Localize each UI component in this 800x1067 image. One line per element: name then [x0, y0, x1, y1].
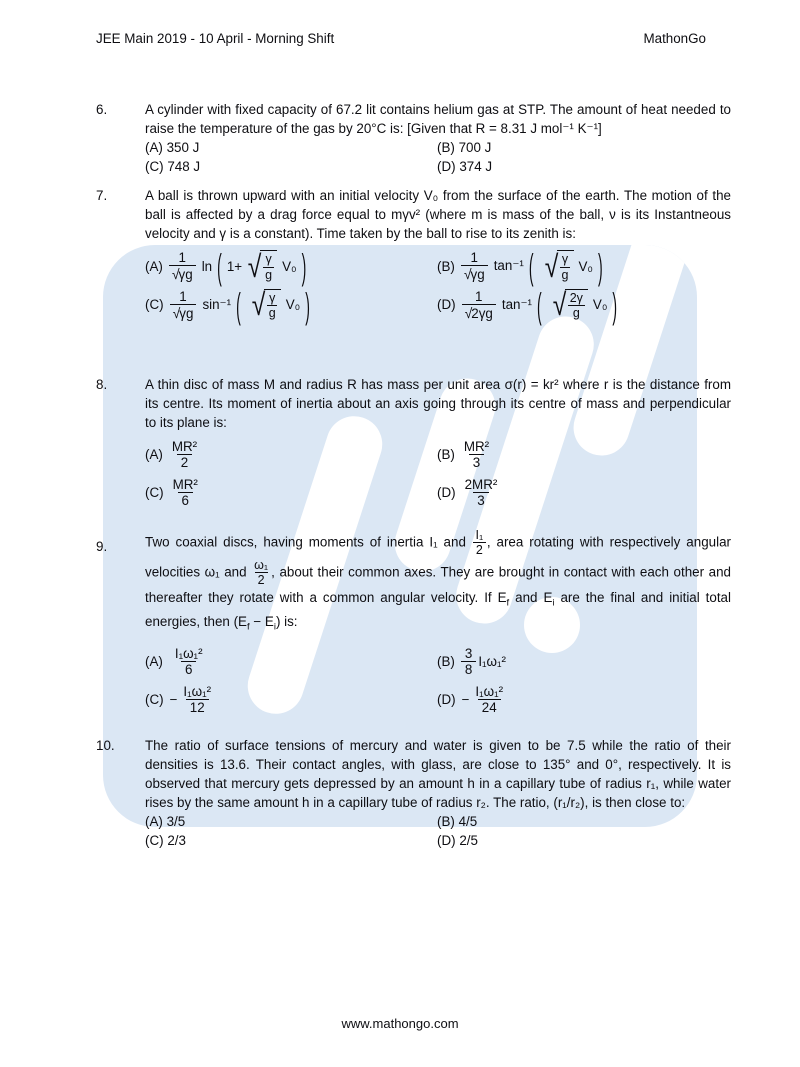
question-number: 6. — [96, 102, 108, 117]
option — [145, 812, 437, 831]
left-paren: ( — [217, 245, 222, 288]
fraction: 1 √ 2γg — [462, 289, 496, 322]
option-label: (C) — [145, 485, 164, 501]
option — [145, 477, 437, 509]
fraction: $\frac{\text{MR²}}{3}$ — [463, 439, 490, 471]
question-number: 7. — [96, 188, 108, 203]
option-label: (A) — [145, 814, 163, 829]
radical-sign: √ — [464, 304, 473, 321]
option: (D) 1 √ 2γg tan⁻¹ ( √ 2γ g V₀ ) — [437, 283, 618, 326]
question-number: 10. — [96, 738, 115, 753]
question-9 — [96, 528, 731, 718]
square-root: √ 2γ g — [551, 289, 588, 321]
right-paren: ) — [301, 245, 307, 288]
option — [437, 138, 731, 157]
footer-url: www.mathongo.com — [341, 1016, 459, 1031]
function-name: tan⁻¹ — [493, 258, 524, 274]
header-title: JEE Main 2019 - 10 April - Morning Shift — [96, 31, 335, 46]
fraction: $\frac{\text{MR²}}{6}$ — [172, 476, 198, 509]
option — [437, 157, 731, 176]
square-root: √ γ g — [250, 289, 281, 321]
question-text: Two coaxial discs, having moments of inertia I₁ and $\frac{\text{I₁}}{2}$ , area rotating with respectively angular velocities ω₁ and $\frac{\text{ω₁}}{2}$ , about their common axes. They are brought in contact with each other and thereafter they rotate with a common angular velocity. If $E_f$ and $E_i$ are the final and initial total energies, then $(E_f - E_i)$ is: — [145, 528, 731, 633]
left-paren: ( — [528, 245, 534, 288]
option-label: (A) — [145, 447, 163, 463]
option-label: (B) — [437, 447, 455, 463]
question-10 — [96, 736, 731, 850]
question-7 — [96, 186, 731, 324]
fraction: 1 √ γg — [170, 289, 197, 322]
fraction: $\frac{\text{I₁}}{2}$ — [473, 528, 486, 558]
radical-sign: √ — [251, 287, 266, 323]
option — [437, 477, 731, 509]
option: (C) − $\frac{\text{I₁ω₁²}}{12}$ — [145, 684, 437, 716]
brand-name: MathonGo — [643, 31, 706, 46]
option-label: (D) — [437, 159, 456, 174]
option-label: (D) — [437, 485, 456, 501]
option — [437, 812, 731, 831]
option-label: (A) — [145, 140, 163, 155]
square-root: √ γ g — [543, 250, 574, 282]
option-label: (B) — [437, 140, 455, 155]
option-value: 3/5 — [166, 814, 186, 829]
question-text: The ratio of surface tensions of mercury and water is given to be 7.5 while the ratio of their densities is 13.6. Their contact angles, with glass, are close to 135° and 0°, respectively. It is observed that mercury gets depressed by an amount h in a capillary tube of radius r₁, while water rises by the same amount h in a capillary tube of radius r₂. The ratio, (r₁/r₂), is then close to: — [145, 738, 731, 810]
right-paren: ) — [305, 283, 310, 326]
function-name: ln — [201, 258, 213, 274]
fraction: $\frac{\text{I₁ω₁²}}{12}$ — [183, 683, 212, 716]
option-label: (B) — [437, 814, 455, 829]
square-root: √ γ g — [246, 250, 277, 282]
radical-sign: √ — [171, 266, 180, 283]
fraction: $\frac{\text{I₁ω₁²}}{24}$ — [475, 683, 504, 716]
option: (A) 1 √ γg ln ( 1+ √ γ g V₀ ) — [145, 245, 307, 288]
option — [437, 439, 731, 471]
option: (B) $\frac{3}{8}$ I₁ω₁² — [437, 645, 506, 678]
fraction: $\frac{\text{ω₁}}{2}$ — [254, 557, 269, 588]
option-label: (D) — [437, 297, 456, 313]
question-number: 9. — [96, 539, 108, 554]
option — [145, 646, 437, 678]
right-paren: ) — [598, 245, 603, 288]
option-value: 2/3 — [167, 833, 186, 848]
option-value: 374 J — [459, 159, 493, 174]
option-label: (C) — [145, 297, 164, 313]
option-value: 748 J — [167, 159, 201, 174]
question-8 — [96, 375, 731, 512]
option: (B) 1 √ γg tan⁻¹ ( √ γ g V₀ ) — [437, 245, 603, 288]
left-paren: ( — [537, 283, 542, 326]
radical-sign: √ — [247, 248, 262, 284]
option-label: (D) — [437, 833, 456, 848]
function-name: tan⁻¹ — [501, 296, 533, 312]
option-value: 4/5 — [458, 814, 478, 829]
option-label: (A) — [145, 258, 163, 274]
option — [145, 831, 437, 850]
option-value: 2/5 — [459, 833, 478, 848]
fraction: $\frac{3}{8}$ — [461, 646, 476, 678]
radical-sign: √ — [552, 287, 567, 323]
option-label: (B) — [437, 258, 455, 274]
fraction: $\frac{\text{I₁ω₁²}}{6}$ — [174, 645, 203, 678]
fraction: 1 √ γg — [169, 250, 196, 283]
option — [145, 439, 437, 471]
option-value: 700 J — [458, 140, 492, 155]
option-label: (A) — [145, 654, 163, 670]
question-text: A ball is thrown upward with an initial velocity V₀ from the surface of the earth. The motion of the ball is affected by a drag force equal to mγv² (where m is mass of the ball, ν is its Instantneous velocity and γ is a constant). Time taken by the ball to rise to its zenith is: — [145, 188, 731, 241]
option-label: (C) — [145, 159, 164, 174]
option-label: (B) — [437, 654, 455, 670]
option: (C) 1 √ γg sin⁻¹ ( √ γ g V₀ ) — [145, 283, 310, 326]
function-name: sin⁻¹ — [202, 296, 232, 312]
left-paren: ( — [236, 283, 241, 326]
option-value: 350 J — [166, 140, 200, 155]
right-paren: ) — [612, 283, 618, 326]
fraction: 1 √ γg — [461, 250, 488, 283]
question-text: A thin disc of mass M and radius R has mass per unit area σ(r) = kr² where r is the distance from its centre. Its moment of inertia about an axis going through its centre of mass and perpendicular to its plane is: — [145, 377, 731, 430]
fraction: $\frac{\text{2MR²}}{3}$ — [464, 476, 498, 509]
option-label: (C) — [145, 692, 164, 708]
option — [145, 157, 437, 176]
option — [145, 138, 437, 157]
radical-sign: √ — [172, 304, 181, 321]
option-label: (C) — [145, 833, 164, 848]
option — [437, 831, 731, 850]
fraction: $\frac{\text{MR²}}{2}$ — [171, 439, 198, 471]
option: (D) − $\frac{\text{I₁ω₁²}}{24}$ — [437, 684, 731, 716]
question-text: A cylinder with fixed capacity of 67.2 lit contains helium gas at STP. The amount of heat needed to raise the temperature of the gas by 20°C is: [Given that R = 8.31 J mol⁻¹ K⁻¹] — [145, 102, 731, 136]
option-label: (D) — [437, 692, 456, 708]
radical-sign: √ — [463, 266, 472, 283]
radical-sign: √ — [544, 248, 558, 284]
page-header — [96, 31, 706, 46]
question-6 — [96, 100, 731, 176]
question-number: 8. — [96, 377, 108, 392]
